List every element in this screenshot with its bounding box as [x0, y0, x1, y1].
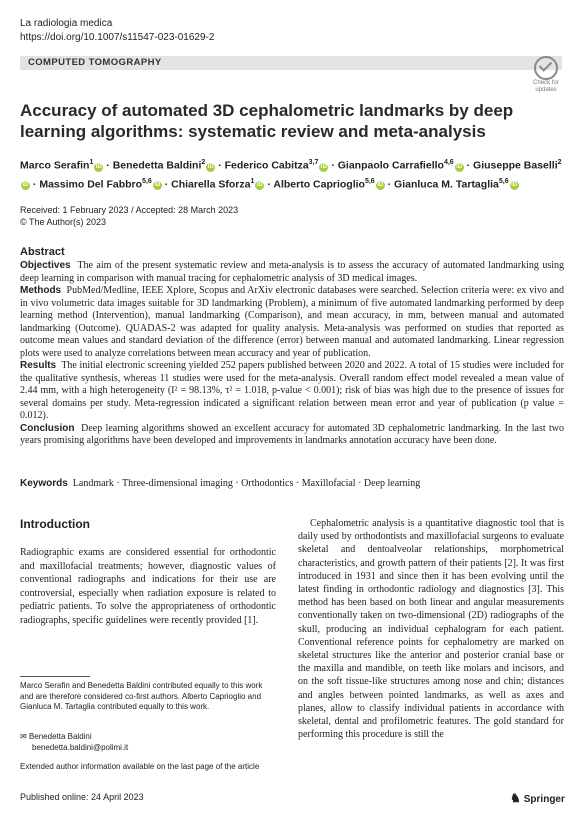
springer-horse-icon: ♞	[510, 791, 521, 805]
corresponding-email[interactable]: benedetta.baldini@polimi.it	[32, 742, 129, 752]
check-for-updates-button[interactable]	[528, 56, 564, 92]
author-affiliation: 3,7	[308, 159, 319, 166]
extended-info: Extended author information available on the last page of the article	[20, 762, 260, 771]
abstract-methods: Methods PubMed/Medline, IEEE Xplore, Scopus and ArXiv electronic databases were searched. Selection criteria were: ex vivo and in vivo volumetric data images suitable for 3D landmarking (Problem), a minimum of five automated landmarking performed by deep learning method (Intervention), manual landmarking (Comparison), and mean accuracy, in mm, between manual and automated landmarking (Outcome). QUADAS-2 was adapted for quality analysis. Meta-analysis was performed on studies that reported as outcome mean values and standard deviation of the difference (error) between manual and automated landmarking. Linear regression plots were used to analyze correlations between mean accuracy and year of publication.	[20, 285, 565, 359]
author-separator: ·	[264, 178, 274, 190]
author-name[interactable]: Federico Cabitza	[224, 159, 309, 172]
journal-name: La radiologia medica	[20, 18, 113, 29]
section-label: COMPUTED TOMOGRAPHY	[28, 57, 162, 68]
author-name[interactable]: Alberto Caprioglio	[273, 178, 365, 190]
contribution-footnote: Marco Serafin and Benedetta Baldini contributed equally to this work and are therefore considered co-first authors. Alberto Caprioglio and Gianluca M. Tartaglia contributed equally to this work.	[20, 681, 263, 711]
orcid-icon[interactable]: iD	[511, 182, 518, 188]
author-name[interactable]: Giuseppe Baselli	[473, 159, 558, 172]
author-affiliation: 1	[89, 159, 94, 166]
abstract-heading: Abstract	[20, 246, 65, 258]
orcid-icon[interactable]: iD	[320, 163, 327, 170]
author-separator: ·	[161, 178, 172, 190]
abstract-results: Results The initial electronic screening yielded 252 papers published between 2020 and 2022. A total of 15 studies were included for the qualitative synthesis, whereas 11 studies were used for the meta-analysis. Overall random effect model revealed a mean value of 2.44 mm, with a high heterogeneity (I² = 98.13%, τ² = 1.018, p-value < 0.001); risk of bias was high due to the presence of issues for several domains per study. Meta-regression indicated a significant relation between mean error and year of publication (p value = 0.012).	[20, 360, 564, 421]
author-name[interactable]: Gianluca M. Tartaglia	[394, 178, 499, 190]
orcid-icon[interactable]: iD	[154, 182, 161, 188]
orcid-icon[interactable]: iD	[95, 163, 102, 170]
author-affiliation: 2	[557, 159, 562, 166]
section-band	[20, 56, 562, 70]
article-title: Accuracy of automated 3D cephalometric landmarks by deep learning algorithms: systematic review and meta-analysis	[20, 101, 514, 141]
author-separator: ·	[103, 159, 113, 172]
author-separator: ·	[384, 178, 395, 190]
author-separator: ·	[30, 178, 40, 190]
introduction-heading: Introduction	[20, 517, 90, 531]
author-name[interactable]: Marco Serafin	[20, 159, 90, 172]
author-separator: ·	[328, 159, 338, 172]
author-name[interactable]: Chiarella Sforza	[171, 178, 251, 190]
article-dates	[20, 204, 238, 228]
author-name[interactable]: Benedetta Baldini	[112, 159, 202, 172]
corresponding-name: Benedetta Baldini	[28, 732, 92, 741]
author-separator: ·	[463, 159, 474, 172]
footnote-divider	[20, 676, 90, 677]
author-name[interactable]: Massimo Del Fabbro	[39, 178, 143, 190]
orcid-icon[interactable]: iD	[207, 163, 214, 170]
keywords-label: Keywords	[20, 478, 68, 489]
received-accepted: Received: 1 February 2023 / Accepted: 28 March 2023	[20, 205, 239, 215]
publisher-name: Springer	[523, 794, 565, 805]
author-affiliation: 1	[250, 177, 255, 185]
author-separator: ·	[215, 159, 225, 172]
intro-right-column	[298, 517, 564, 741]
orcid-icon[interactable]: iD	[256, 182, 263, 188]
keywords-text: Landmark · Three-dimensional imaging · Orthodontics · Maxillofacial · Deep learning	[72, 478, 421, 489]
published-date: Published online: 24 April 2023	[20, 792, 144, 802]
abstract-objectives: Objectives The aim of the present systematic review and meta-analysis is to assess the accuracy of automated landmarking using deep learning in comparison with manual tracing for cephalometric analysis of 3D medical images.	[20, 260, 564, 284]
author-list	[20, 155, 565, 192]
doi-link[interactable]: https://doi.org/10.1007/s11547-023-01629-2	[20, 32, 215, 43]
author-affiliation: 5,6	[364, 177, 375, 185]
corresponding-author	[20, 732, 128, 753]
envelope-icon: ✉	[20, 732, 27, 741]
orcid-icon[interactable]: iD	[22, 182, 29, 188]
check-updates-line1: Check for	[533, 80, 559, 86]
author-affiliation: 5,6	[142, 177, 152, 185]
publisher-logo	[510, 791, 565, 805]
check-updates-line2: updates	[535, 87, 557, 93]
keywords	[20, 478, 564, 489]
abstract-body	[20, 260, 564, 448]
intro-right-paragraph: Cephalometric analysis is a quantitative diagnostic tool that is daily used by orthodontists and maxillofacial surgeons to evaluate skeletal and dentoalveolar relationships, morphometrical characteristics, and growth pattern of their patients [2]. It was first introduced in 1931 and since then it has been evolving until the latest finding in orthodontic radiology and diagnostics [3]. This method has been based on both linear and angular measurements conventionally taken on two-dimensional (2D) radiographs of the skull, producing an individual cephalogram for each patient. Conventional reference points for cephalometry are marked on skeletal structures like the anterior and posterior cranial base or the maxilla and mandible, on teeth like molars and incisors, and on the soft tissue-like structures among nose and chin; distances and angles between pointed landmarks, as well as axes and planes, allow to classify individual patients in accordance with skeletal, dental and profilometric features. The gold standard for performing this procedure is still the	[298, 518, 564, 741]
copyright: © The Author(s) 2023	[20, 217, 107, 227]
author-name[interactable]: Gianpaolo Carrafiello	[337, 159, 444, 172]
author-affiliation: 2	[201, 159, 206, 166]
orcid-icon[interactable]: iD	[456, 163, 463, 170]
author-affiliation: 4,6	[443, 159, 454, 166]
orcid-icon[interactable]: iD	[377, 182, 384, 188]
check-updates-icon	[534, 56, 558, 80]
author-affiliation: 5,6	[498, 177, 509, 185]
abstract-conclusion: Conclusion Deep learning algorithms showed an excellent accuracy for automated 3D cephalometric landmarking. In the last two years promising algorithms have been developed and improvements in landmarks annotation accuracy have been done.	[20, 422, 564, 446]
intro-left-paragraph: Radiographic exams are considered essential for orthodontic and maxillofacial treatments; however, diagnostic values of conventional radiographs and indications for their use are controversial, especially when radiation exposure is related to pediatric patients. To solve the appropriateness of orthodontic radiographs, specific guidelines were recently provided [1].	[20, 547, 276, 626]
